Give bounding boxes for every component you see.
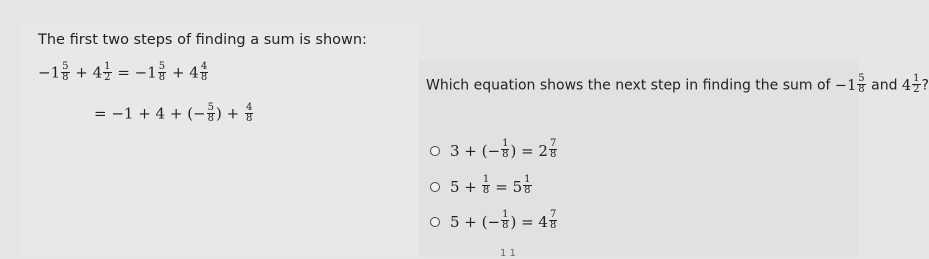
fraction: $\frac{4}{8}$ [200,61,208,83]
step2-equation [94,104,254,125]
fraction: $\frac{1}{2}$ [104,61,111,83]
step1-equals: = −1 [117,63,157,82]
fraction: $\frac{5}{8}$ [158,61,166,83]
question-label: Which equation shows the next step in finding the sum of [426,77,831,94]
left-panel [20,24,419,257]
and-word: and [871,77,898,94]
step1-equation [38,63,209,84]
fraction: $\frac{5}{8}$ [207,102,214,124]
fraction: $\frac{1}{8}$ [502,138,509,160]
option-text: ) = 2 [510,141,548,160]
fraction: $\frac{7}{8}$ [549,138,557,160]
cropped-option-text: 1 1 [500,248,516,259]
question-text [426,75,929,96]
option-text: = 5 [495,177,523,196]
fraction: $\frac{1}{8}$ [524,174,531,196]
option-text: 3 + (− [450,141,501,160]
mixed-number-a: −1 $\frac{5}{8}$ [834,73,865,95]
option-text: 5 + (− [450,212,501,231]
fraction: $\frac{7}{8}$ [549,209,557,231]
answer-option-3[interactable] [430,211,558,232]
step1-term1: −1 [38,63,61,82]
step2-lead: = −1 + 4 + (− [94,104,206,123]
fraction: $\frac{1}{8}$ [482,174,490,196]
mixed-number-b: 4 $\frac{1}{2}$ [901,73,920,95]
radio-button[interactable] [430,182,440,192]
radio-button[interactable] [430,146,440,156]
fraction: $\frac{4}{8}$ [245,102,253,124]
step2-close: ) + [216,104,240,123]
step1-term4: + 4 [171,63,199,82]
answer-option-2[interactable] [430,176,533,197]
step1-term2: + 4 [75,63,103,82]
option-text: ) = 4 [510,212,548,231]
option-text: 5 + [450,177,477,196]
radio-button[interactable] [430,217,440,227]
question-mark: ? [921,77,929,94]
fraction: $\frac{5}{8}$ [62,61,69,83]
problem-prompt: The first two steps of finding a sum is shown: [38,32,367,48]
answer-option-1[interactable] [430,140,558,161]
fraction: $\frac{1}{8}$ [502,209,509,231]
